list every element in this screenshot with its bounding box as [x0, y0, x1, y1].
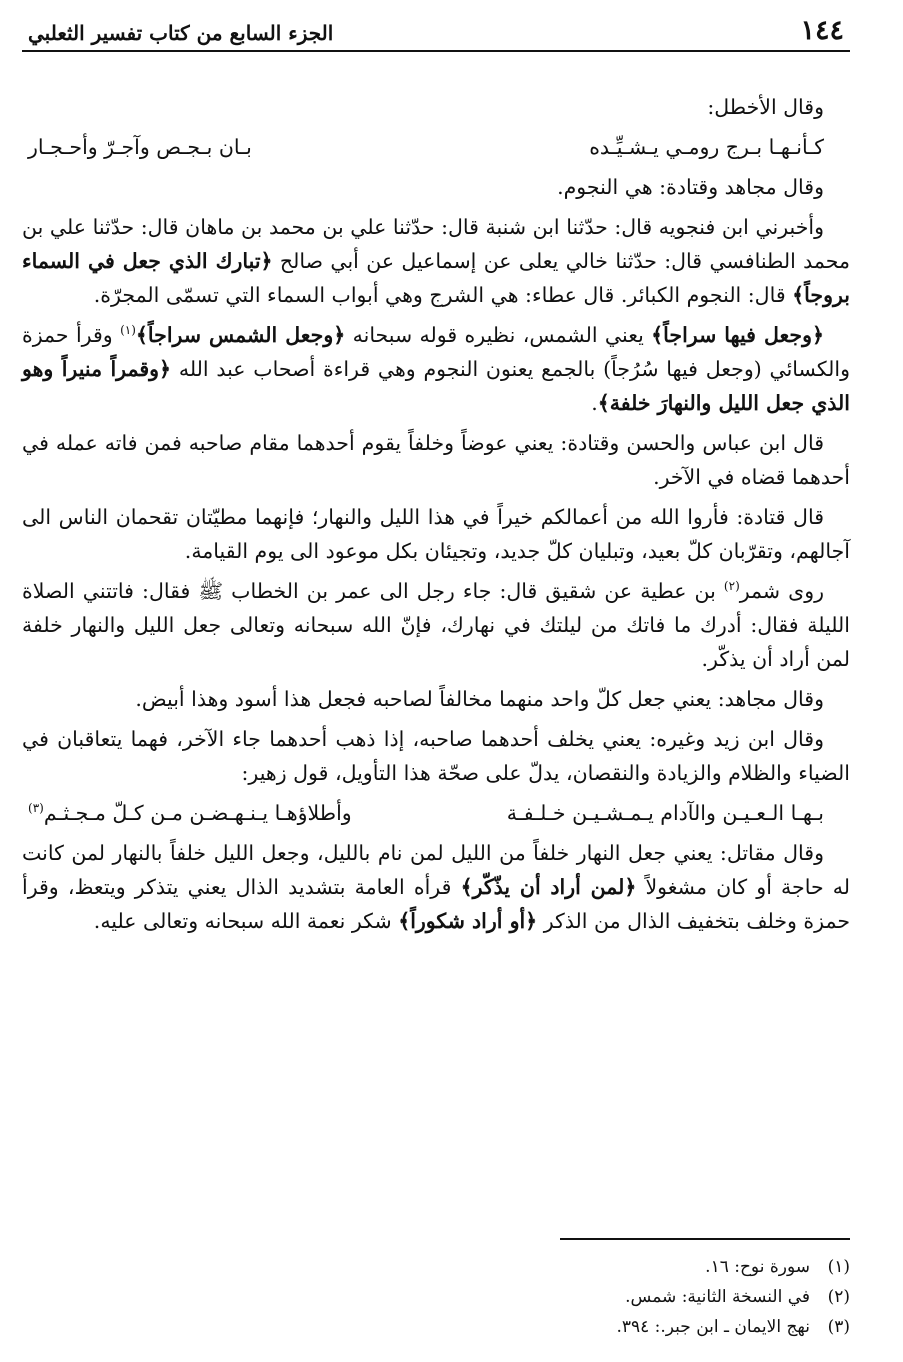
quran-quote: ﴿تبارك الذي جعل في السماء بروجاً﴾ [22, 249, 850, 307]
verse-line [22, 130, 850, 164]
main-text [22, 52, 850, 938]
paragraph: وقال ابن زيد وغيره: يعني يخلف أحدهما صاحبه، إذا ذهب أحدهما جاء الآخر، فهما يتعاقبان في الضياء والظلام والزيادة والنقصان، يدلّ على صحّة هذا التأويل، قول زهير: [22, 727, 850, 785]
verse-first-hemistich: كـأنـهـا بـرج رومـي يـشـيِّـده [589, 135, 824, 159]
footnote-number: (٢) [827, 1287, 850, 1307]
footnote-ref: (١) [120, 323, 136, 338]
paragraph: وقال الأخطل: [707, 95, 824, 119]
footnote [22, 1282, 850, 1312]
quran-quote: ﴿لمن أراد أن يذّكّر﴾ [460, 875, 637, 899]
paragraph: ﴿وجعل فيها سراجاً﴾ يعني الشمس، نظيره قوله سبحانه ﴿وجعل الشمس سراجاً﴾$^{(١)}$ وقرأ حمزة والكسائي (وجعل فيها سُرُجاً) بالجمع يعنون النجوم وهي قراءة أصحاب عبد الله ﴿وقمراً منيراً وهو الذي جعل الليل والنهارَ خلفة﴾. [22, 323, 850, 415]
verse-second-hemistich: وأطلاؤهـا يـنـهـضـن مـن كـلّ مـجـثـم$^{(٣)}$ [28, 801, 352, 825]
verse-first-hemistich: بـهـا الـعـيـن والآدام يـمـشـيـن خـلـفـة [506, 801, 824, 825]
paragraph: قال ابن عباس والحسن وقتادة: يعني عوضاً وخلفاً يقوم أحدهما مقام صاحبه فمن فاته عمله في أحدهما قضاه في الآخر. [22, 431, 850, 489]
paragraph: وأخبرني ابن فنجويه قال: حدّثنا ابن شنبة قال: حدّثنا علي بن محمد بن ماهان قال: حدّثنا علي بن محمد الطنافسي قال: حدّثنا خالي يعلى عن إسماعيل عن أبي صالح ﴿تبارك الذي جعل في السماء بروجاً﴾ قال: النجوم الكبائر. قال عطاء: هي الشرج وهي أبواب السماء التي تسمّى المجرّة. [22, 215, 850, 307]
footnote-number: (١) [827, 1257, 850, 1277]
verse-second-hemistich: بـان بـجـص وآجـرّ وأحـجـار [28, 135, 252, 159]
footnote-text: في النسخة الثانية: شمس. [625, 1287, 810, 1307]
paragraph: وقال مجاهد وقتادة: هي النجوم. [557, 175, 824, 199]
footnote-text: نهج الايمان ـ ابن جبر.: ٣٩٤. [616, 1317, 810, 1337]
footnotes [22, 1238, 850, 1342]
footnote-text: سورة نوح: ١٦. [705, 1257, 810, 1277]
quran-quote: ﴿وقمراً منيراً وهو الذي جعل الليل والنهارَ خلفة﴾ [22, 357, 850, 415]
quran-quote: ﴿أو أراد شكوراً﴾ [398, 909, 538, 933]
quran-quote: ﴿وجعل فيها سراجاً﴾ [651, 323, 824, 347]
footnote-number: (٣) [827, 1317, 850, 1337]
paragraph: وقال مقاتل: يعني جعل النهار خلفاً من الليل لمن نام بالليل، وجعل الليل خلفاً بالنهار لمن كانت له حاجة أو كان مشغولاً ﴿لمن أراد أن يذّكّر﴾ قرأه العامة بتشديد الذال يعني يتذكر ويتعظ، وقرأ حمزة وخلف بتخفيف الذال من الذكر ﴿أو أراد شكوراً﴾ شكر نعمة الله سبحانه وتعالى عليه. [22, 841, 851, 933]
paragraph: روى شمر$^{(٢)}$ بن عطية عن شقيق قال: جاء رجل الى عمر بن الخطاب ﷺ فقال: فاتتني الصلاة الليلة فقال: أدرك ما فاتك من ليلتك في نهارك، فإنّ الله سبحانه وتعالى جعل الليل والنهار خلفة لمن أراد أن يذكّر. [22, 579, 850, 671]
footnote [22, 1312, 850, 1342]
paragraph: وقال مجاهد: يعني جعل كلّ واحد منهما مخالفاً لصاحبه فجعل هذا أسود وهذا أبيض. [135, 687, 824, 711]
footnote-ref: (٣) [28, 801, 44, 816]
quran-quote: ﴿وجعل الشمس سراجاً﴾ [135, 323, 346, 347]
running-title: الجزء السابع من كتاب تفسير الثعلبي [28, 21, 334, 45]
footnote-ref: (٢) [723, 579, 740, 594]
footnote-divider [560, 1238, 850, 1240]
page [22, 14, 850, 1344]
paragraph: قال قتادة: فأروا الله من أعمالكم خيراً في هذا الليل والنهار؛ فإنهما مطيّتان تقحمان الناس الى آجالهم، وتقرّبان كلّ بعيد، وتبليان كلّ جديد، وتجيئان بكل موعود الى يوم القيامة. [22, 505, 850, 563]
page-header [22, 14, 850, 52]
page-number: ١٤٤ [800, 15, 844, 46]
verse-line [22, 796, 850, 830]
footnote [22, 1252, 850, 1282]
